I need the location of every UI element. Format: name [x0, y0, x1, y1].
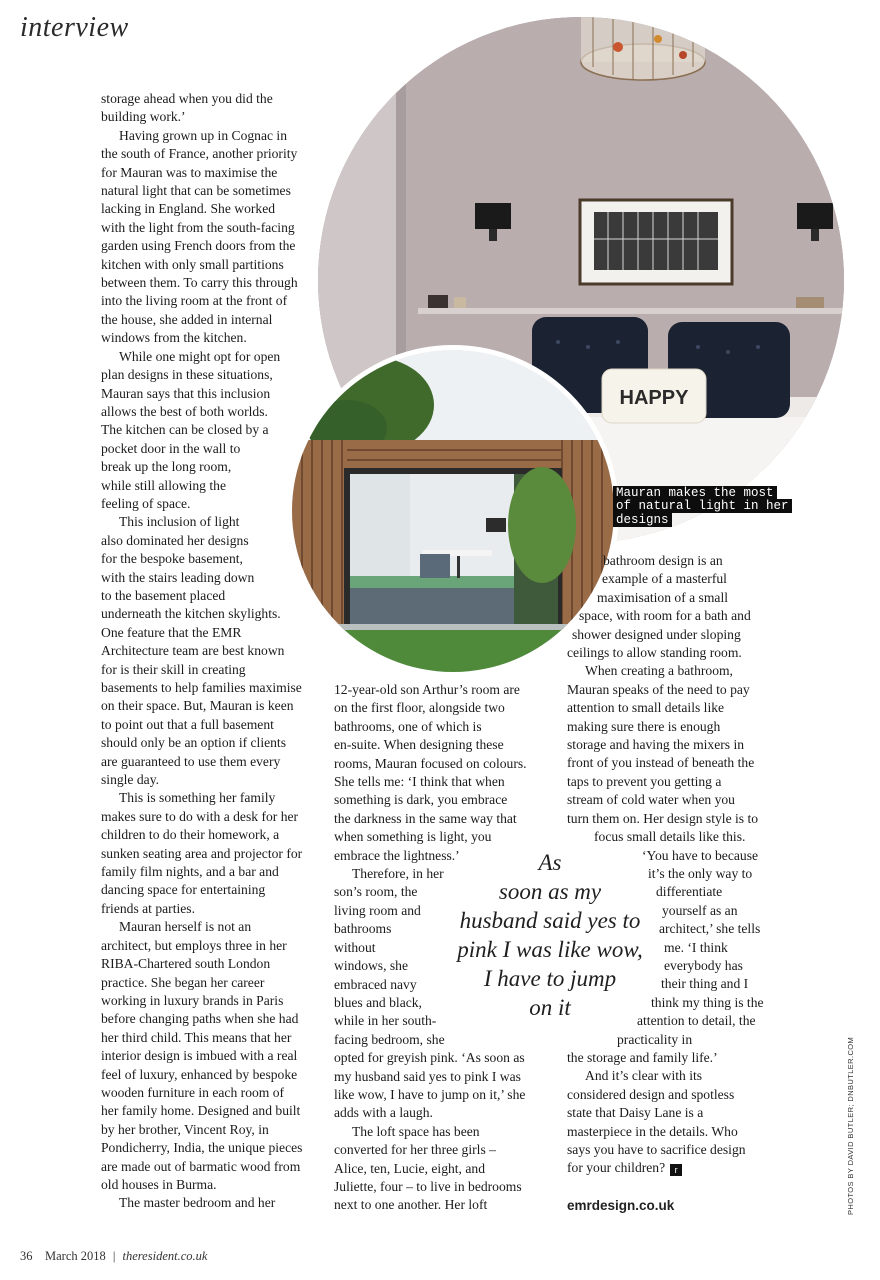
text-line: without	[334, 939, 376, 955]
text-line: it’s the only way to	[648, 865, 753, 881]
text-line: storage and having the mixers in	[567, 737, 745, 753]
text-line: wooden furniture in each room of	[101, 1084, 285, 1100]
text-line: differentiate	[656, 884, 723, 900]
text-line: are guaranteed to use them every	[101, 753, 281, 769]
text-line: natural light that can be sometimes	[101, 183, 291, 199]
text-line: plan designs in these situations,	[101, 367, 273, 383]
text-line: my husband said yes to pink I was	[334, 1068, 521, 1084]
text-line: ‘You have to because	[642, 847, 759, 863]
text-line: turn them on. Her design style is to	[567, 810, 759, 826]
article-paragraph	[334, 1123, 546, 1215]
text-line: to the basement placed	[101, 587, 226, 603]
text-line: Mauran herself is not an	[119, 919, 252, 935]
text-line: kitchen with only small partitions	[101, 256, 284, 272]
text-line: lacking in England. She worked	[101, 201, 276, 217]
text-line: practice. She began her career	[101, 974, 265, 990]
text-line: like wow, I have to jump on it,’ she	[334, 1086, 526, 1102]
pull-quote-line: I have to jump	[483, 966, 617, 991]
text-line: before changing paths when she had	[101, 1011, 299, 1027]
pull-quote-line: on it	[529, 995, 571, 1020]
article-column-1	[101, 90, 319, 1213]
page-number: 36	[20, 1249, 33, 1263]
pull-quote-line: soon as my	[498, 879, 602, 904]
text-line: working in luxury brands in Paris	[101, 992, 284, 1008]
text-line: for the bespoke basement,	[101, 551, 243, 567]
text-line: The loft space has been	[352, 1123, 480, 1139]
text-line: the storage and family life.’	[567, 1049, 718, 1065]
text-line: their thing and I	[661, 976, 749, 992]
text-line: into the living room at the front of	[101, 293, 288, 309]
text-line: next to one another. Her loft	[334, 1197, 488, 1213]
text-line: dancing space for entertaining	[101, 882, 266, 898]
text-line: space, with room for a bath and	[579, 608, 751, 624]
text-line: family film nights, and a bar and	[101, 864, 279, 880]
text-line: When creating a bathroom,	[585, 663, 733, 679]
text-line: rooms, Mauran focused on colours.	[334, 755, 527, 771]
page-footer	[20, 1249, 207, 1264]
text-line: front of you instead of beneath the	[567, 755, 755, 771]
photo-credit: PHOTOS BY DAVID BUTLER; DNBUTLER.COM	[846, 1036, 855, 1215]
text-line: underneath the kitchen skylights.	[101, 606, 281, 622]
text-line: This inclusion of light	[119, 514, 240, 530]
text-line: by her brother, Vincent Roy, in	[101, 1121, 269, 1137]
text-line: her third child. This means that her	[101, 1029, 292, 1045]
text-line: also dominated her designs	[101, 532, 249, 548]
text-line: attention to detail, the	[637, 1013, 756, 1029]
article-paragraph	[567, 1067, 779, 1177]
article-paragraph	[101, 918, 319, 1194]
text-line: Alice, ten, Lucie, eight, and	[334, 1160, 485, 1176]
article-paragraph	[101, 90, 319, 127]
text-line: practicality in	[617, 1031, 693, 1047]
text-line: architect,’ she tells	[659, 921, 761, 937]
text-line: for Mauran was to maximise the	[101, 164, 278, 180]
text-line: the darkness in the same way that	[334, 810, 517, 826]
pull-quote-line: As	[538, 850, 562, 875]
text-line: me. ‘I think	[664, 939, 728, 955]
text-line: think my thing is the	[651, 994, 764, 1010]
text-line: embraced navy	[334, 976, 417, 992]
text-line: on the first floor, alongside two	[334, 700, 505, 716]
article-paragraph	[334, 681, 546, 865]
text-line: opted for greyish pink. ‘As soon as	[334, 1050, 525, 1066]
text-line: Pondicherry, India, the unique pieces	[101, 1140, 303, 1156]
text-line: storage ahead when you did the	[101, 91, 273, 106]
text-line: architect, but employs three in her	[101, 937, 287, 953]
text-line: for is their skill in creating	[101, 661, 246, 677]
text-line: adds with a laugh.	[334, 1105, 433, 1121]
text-line: interior design is imbued with a real	[101, 1048, 298, 1064]
pull-quote	[452, 848, 648, 1022]
footer-site: theresident.co.uk	[122, 1249, 208, 1263]
text-line: with the light from the south-facing	[101, 219, 295, 235]
text-line: example of a masterful	[602, 571, 727, 587]
text-line: building work.’	[101, 109, 186, 125]
text-line: with the stairs leading down	[101, 569, 255, 585]
text-line: old houses in Burma.	[101, 1176, 217, 1192]
text-line: masterpiece in the details. Who	[567, 1123, 738, 1139]
text-line: Therefore, in her	[352, 866, 444, 882]
pull-quote-line: husband said yes to	[459, 908, 641, 933]
text-line: This is something her family	[119, 790, 276, 806]
text-line: RIBA-Chartered south London	[101, 956, 271, 972]
text-line: for your children? r	[567, 1159, 779, 1177]
text-line: The master bedroom and her	[119, 1195, 276, 1211]
text-line: While one might opt for open	[119, 348, 281, 364]
text-line: Having grown up in Cognac in	[119, 127, 288, 143]
article-paragraph	[101, 1194, 319, 1212]
cushion-text: HAPPY	[619, 387, 689, 409]
text-line: She tells me: ‘I think that when	[334, 774, 505, 790]
text-line: converted for her three girls –	[334, 1142, 496, 1158]
article-paragraph	[101, 348, 319, 514]
article-paragraph	[567, 662, 779, 846]
text-line: when something is light, you	[334, 829, 492, 845]
text-line: en-suite. When designing these	[334, 737, 504, 753]
text-line: everybody has	[664, 957, 743, 973]
text-line: focus small details like this.	[594, 829, 746, 845]
text-line: stream of cold water when you	[567, 792, 735, 808]
text-line: should only be an option if clients	[101, 735, 287, 751]
text-line: facing bedroom, she	[334, 1031, 445, 1047]
end-mark: r	[670, 1164, 682, 1176]
text-line: while in her south-	[334, 1013, 437, 1029]
text-line: And it’s clear with its	[585, 1068, 703, 1084]
text-line: embrace the lightness.’	[334, 847, 460, 863]
text-line: on their space. But, Mauran is keen	[101, 698, 294, 714]
text-line: Architecture team are best known	[101, 643, 285, 659]
text-line: bathroom design is an	[603, 553, 723, 568]
article-paragraph	[567, 552, 779, 662]
text-line: bathrooms	[334, 921, 392, 937]
text-line: friends at parties.	[101, 900, 195, 916]
text-line: something is dark, you embrace	[334, 792, 508, 808]
text-line: feeling of space.	[101, 495, 191, 511]
text-line: making sure there is enough	[567, 718, 721, 734]
text-line: blues and black,	[334, 994, 422, 1010]
text-line: feel of luxury, enhanced by bespoke	[101, 1066, 298, 1082]
text-line: Juliette, four – to live in bedrooms	[334, 1178, 522, 1194]
text-line: attention to small details like	[567, 700, 725, 716]
text-line: bathrooms, one of which is	[334, 718, 482, 734]
text-line: allows the best of both worlds.	[101, 403, 268, 419]
article-paragraph	[101, 789, 319, 918]
text-line: One feature that the EMR	[101, 624, 242, 640]
text-line: single day.	[101, 772, 160, 788]
pull-quote-line: pink I was like wow,	[457, 937, 643, 962]
photo-caption: Mauran makes the most of natural light in her designs	[613, 487, 789, 527]
text-line: Mauran speaks of the need to pay	[567, 681, 750, 697]
text-line: 12-year-old son Arthur’s room are	[334, 682, 520, 697]
footer-separator: |	[112, 1249, 116, 1263]
text-line: says you have to sacrifice design	[567, 1142, 746, 1157]
article-paragraph	[101, 513, 319, 789]
text-line: break up the long room,	[101, 459, 232, 475]
section-title: interview	[20, 12, 129, 43]
text-line: considered design and spotless	[567, 1086, 735, 1102]
issue-date: March 2018	[45, 1249, 106, 1263]
article-paragraph	[101, 127, 319, 348]
text-line: Mauran says that this inclusion	[101, 385, 271, 401]
text-line: The kitchen can be closed by a	[101, 422, 269, 438]
text-line: pocket door in the wall to	[101, 440, 241, 456]
text-line: the south of France, another priority	[101, 146, 298, 162]
text-line: between them. To carry this through	[101, 275, 298, 291]
text-line: to point out that a full basement	[101, 716, 274, 732]
text-line: state that Daisy Lane is a	[567, 1105, 704, 1121]
text-line: garden using French doors from the	[101, 238, 296, 254]
text-line: while still allowing the	[101, 477, 226, 493]
text-line: makes sure to do with a desk for her	[101, 808, 299, 824]
text-line: are made out of barmatic wood from	[101, 1158, 301, 1174]
website-link[interactable]: emrdesign.co.uk	[567, 1198, 675, 1213]
text-line: taps to prevent you getting a	[567, 773, 722, 789]
text-line: basements to help families maximise	[101, 680, 302, 695]
text-line: maximisation of a small	[597, 589, 729, 605]
text-line: son’s room, the	[334, 884, 418, 900]
text-line: children to do their homework, a	[101, 827, 280, 843]
text-line: windows from the kitchen.	[101, 330, 247, 346]
text-line: living room and	[334, 902, 421, 918]
text-line: yourself as an	[662, 902, 738, 918]
text-line: shower designed under sloping	[572, 626, 741, 642]
text-line: windows, she	[334, 958, 409, 974]
text-line: her family home. Designed and built	[101, 1103, 301, 1119]
text-line: sunken seating area and projector for	[101, 845, 303, 861]
text-line: the house, she added in internal	[101, 311, 273, 327]
text-line: ceilings to allow standing room.	[567, 645, 742, 661]
